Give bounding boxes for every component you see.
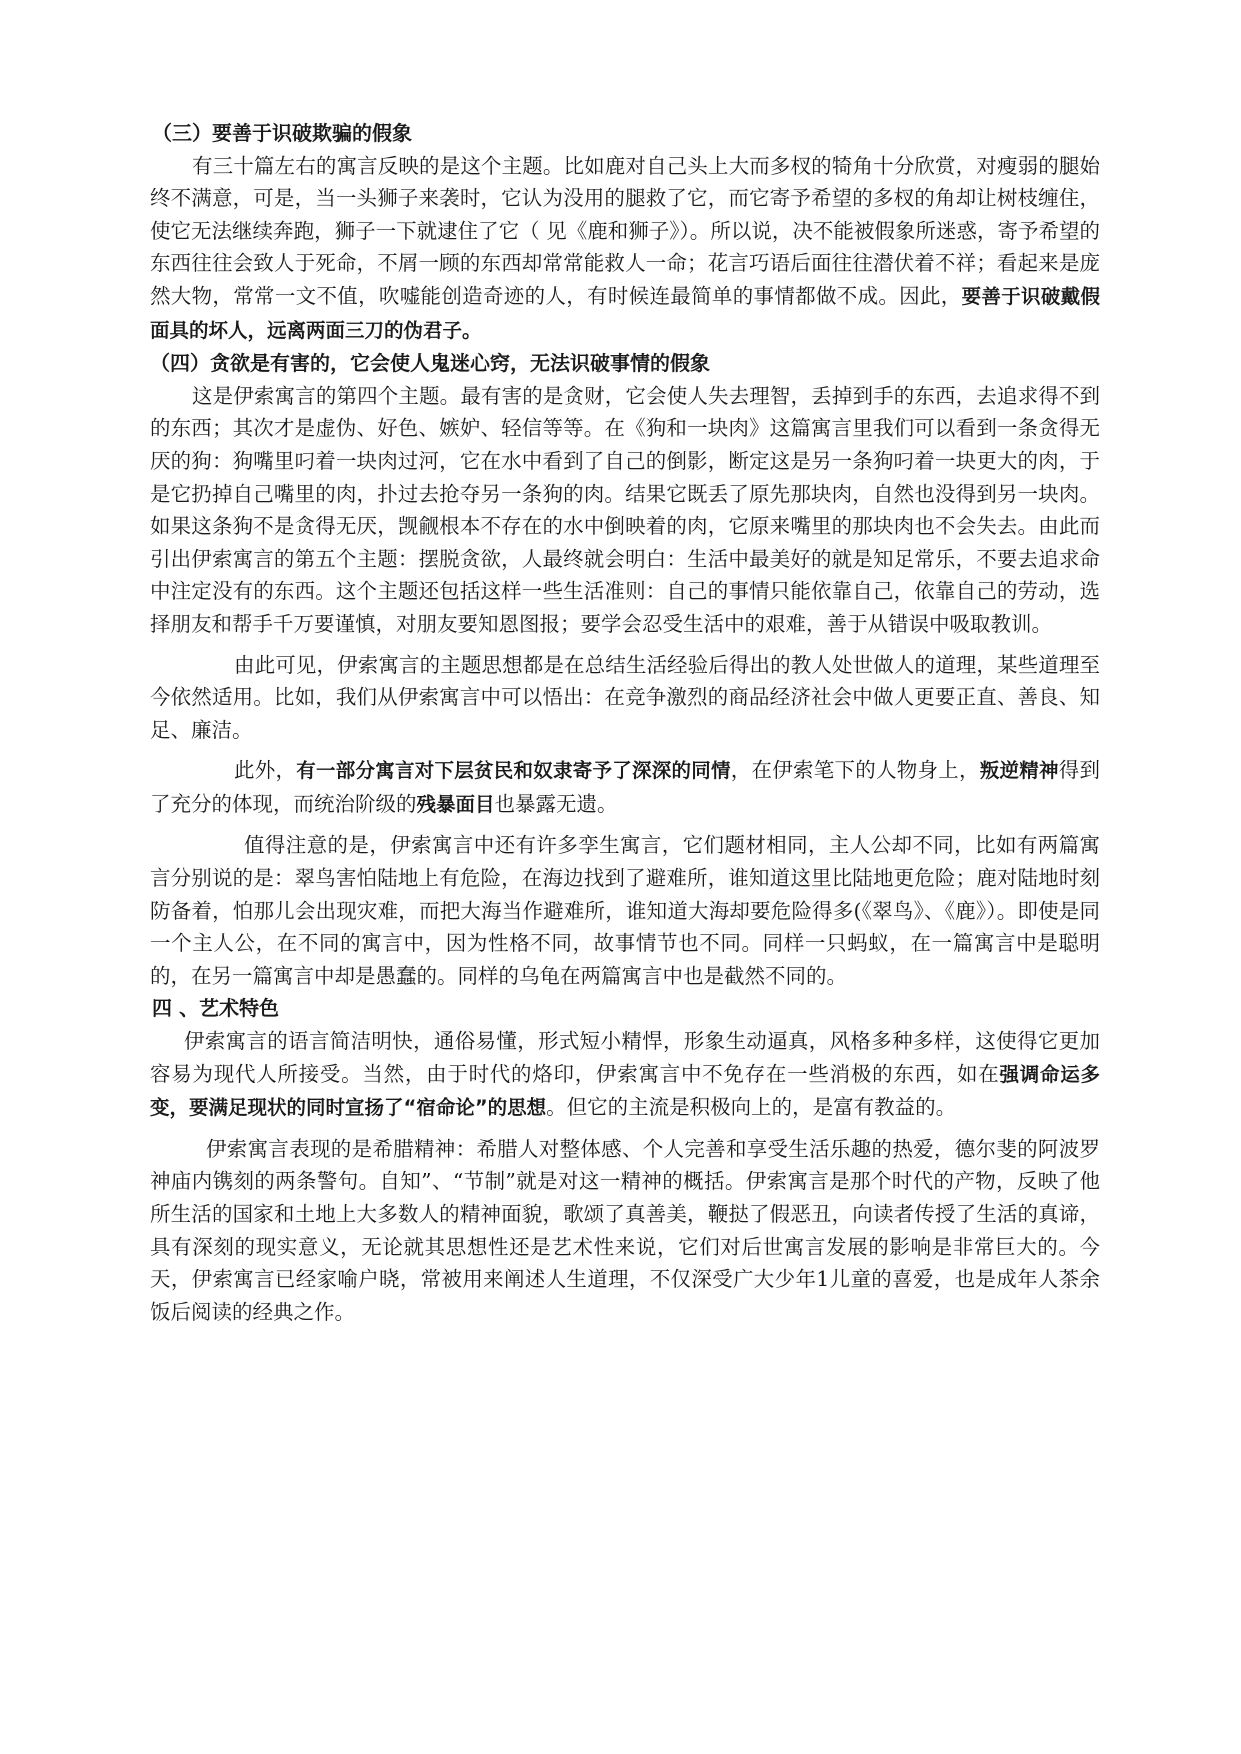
- paragraph-language: [150, 1025, 1100, 1125]
- paragraph-text: 有三十篇左右的寓言反映的是这个主题。比如鹿对自己头上大而多杈的犄角十分欣赏，对瘦弱的腿始终不满意，可是，当一头狮子来袭时，它认为没用的腿救了它，而它寄予希望的多杈的角却让树枝缠住，使它无法继续奔跑，狮子一下就逮住了它（ 见《鹿和狮子》）。所以说，决不能被假象所迷惑，寄予希望的东西往往会致人于死命，不屑一顾的东西却常常能救人一命；花言巧语后面往往潜伏着不祥；看起来是庞然大物，常常一文不值，吹嘘能创造奇迹的人，有时候连最简单的事情都做不成。因此，: [150, 153, 1100, 308]
- spacer: [150, 1125, 1100, 1133]
- text-run: 。但它的主流是积极向上的，是富有教益的。: [546, 1095, 957, 1120]
- spacer: [150, 641, 1100, 649]
- text-run: 此外，: [234, 758, 297, 783]
- bold-run: 叛逆精神: [979, 759, 1059, 783]
- spacer: [150, 746, 1100, 754]
- paragraph-twin-fables: 值得注意的是，伊索寓言中还有许多孪生寓言，它们题材相同，主人公却不同，比如有两篇寓言分别说的是：翠鸟害怕陆地上有危险，在海边找到了避难所，谁知道这里比陆地更危险；鹿对陆地时刻防备着，怕那儿会出现灾难，而把大海当作避难所，谁知道大海却要危险得多(《翠鸟》、《鹿》）。即使是同一个主人公，在不同的寓言中，因为性格不同，故事情节也不同。同样一只蚂蚁，在一篇寓言中是聪明的，在另一篇寓言中却是愚蠢的。同样的乌龟在两篇寓言中也是截然不同的。: [150, 833, 1100, 988]
- paragraph-greek-spirit: 伊索寓言表现的是希腊精神：希腊人对整体感、个人完善和享受生活乐趣的热爱，德尔斐的阿波罗神庙内镌刻的两条警句。自知”、“节制”就是对这一精神的概括。伊索寓言是那个时代的产物，反映了他所生活的国家和土地上大多数人的精神面貌，歌颂了真善美，鞭挞了假恶丑，向读者传授了生活的真谛，具有深刻的现实意义，无论就其思想性还是艺术性来说，它们对后世寓言发展的影响是非常巨大的。今天，伊索寓言已经家喻户晓，常被用来阐述人生道理，不仅深受广大少年1儿童的喜爱，也是成年人茶余饭后阅读的经典之作。: [150, 1136, 1100, 1324]
- section-heading-4: （四）贪欲是有害的，它会使人鬼迷心窍，无法识破事情的假象: [150, 351, 710, 376]
- paragraph-conclusion: 由此可见，伊索寓言的主题思想都是在总结生活经验后得出的教人处世做人的道理，某些道理至今依然适用。比如，我们从伊索寓言中可以悟出：在竞争激烈的商品经济社会中做人更要正直、善良、知足、廉洁。: [150, 652, 1100, 742]
- section-heading-art: 四 、艺术特色: [152, 996, 279, 1021]
- text-run: 也暴露无遗。: [494, 791, 618, 816]
- text-run: 得到了充分的体现，而统治阶级的: [150, 758, 1100, 816]
- text-run: ，在伊索笔下的人物身上，: [730, 758, 980, 783]
- bold-run: 强调命运多变，要满足现状的同时宣扬了“宿命论”的思想: [150, 1062, 1100, 1120]
- bold-run: 有一部分寓言对下层贫民和奴隶寄予了深深的同情: [296, 759, 731, 783]
- document-body: [150, 117, 1100, 1328]
- paragraph-sympathy: [150, 754, 1100, 821]
- text-run: 伊索寓言的语言简洁明快，通俗易懂，形式短小精悍，形象生动逼真，风格多种多样，这使得它更加容易为现代人所接受。当然，由于时代的烙印，伊索寓言中不免存在一些消极的东西，如在: [150, 1029, 1100, 1086]
- spacer: [150, 821, 1100, 829]
- section-heading-3: （三）要善于识破欺骗的假象: [152, 121, 412, 145]
- paragraph-greed: 这是伊索寓言的第四个主题。最有害的是贪财，它会使人失去理智，丢掉到手的东西，去追求得不到的东西；其次才是虚伪、好色、嫉妒、轻信等等。在《狗和一块肉》这篇寓言里我们可以看到一条贪得无厌的狗：狗嘴里叼着一块肉过河，它在水中看到了自己的倒影，断定这是另一条狗叼着一块更大的肉，于是它扔掉自己嘴里的肉，扑过去抢夺另一条狗的肉。结果它既丢了原先那块肉，自然也没得到另一块肉。如果这条狗不是贪得无厌，觊觎根本不存在的水中倒映着的肉，它原来嘴里的那块肉也不会失去。由此而引出伊索寓言的第五个主题：摆脱贪欲，人最终就会明白：生活中最美好的就是知足常乐，不要去追求命中注定没有的东西。这个主题还包括这样一些生活准则：自己的事情只能依靠自己，依靠自己的劳动，选择朋友和帮手千万要谨慎，对朋友要知恩图报；要学会忍受生活中的艰难，善于从错误中吸取教训。: [150, 383, 1100, 636]
- bold-conclusion: 要善于识破戴假面具的坏人，远离两面三刀的伪君子。: [150, 284, 1100, 342]
- bold-run: 残暴面目: [416, 792, 495, 816]
- paragraph-deception: [150, 150, 1100, 348]
